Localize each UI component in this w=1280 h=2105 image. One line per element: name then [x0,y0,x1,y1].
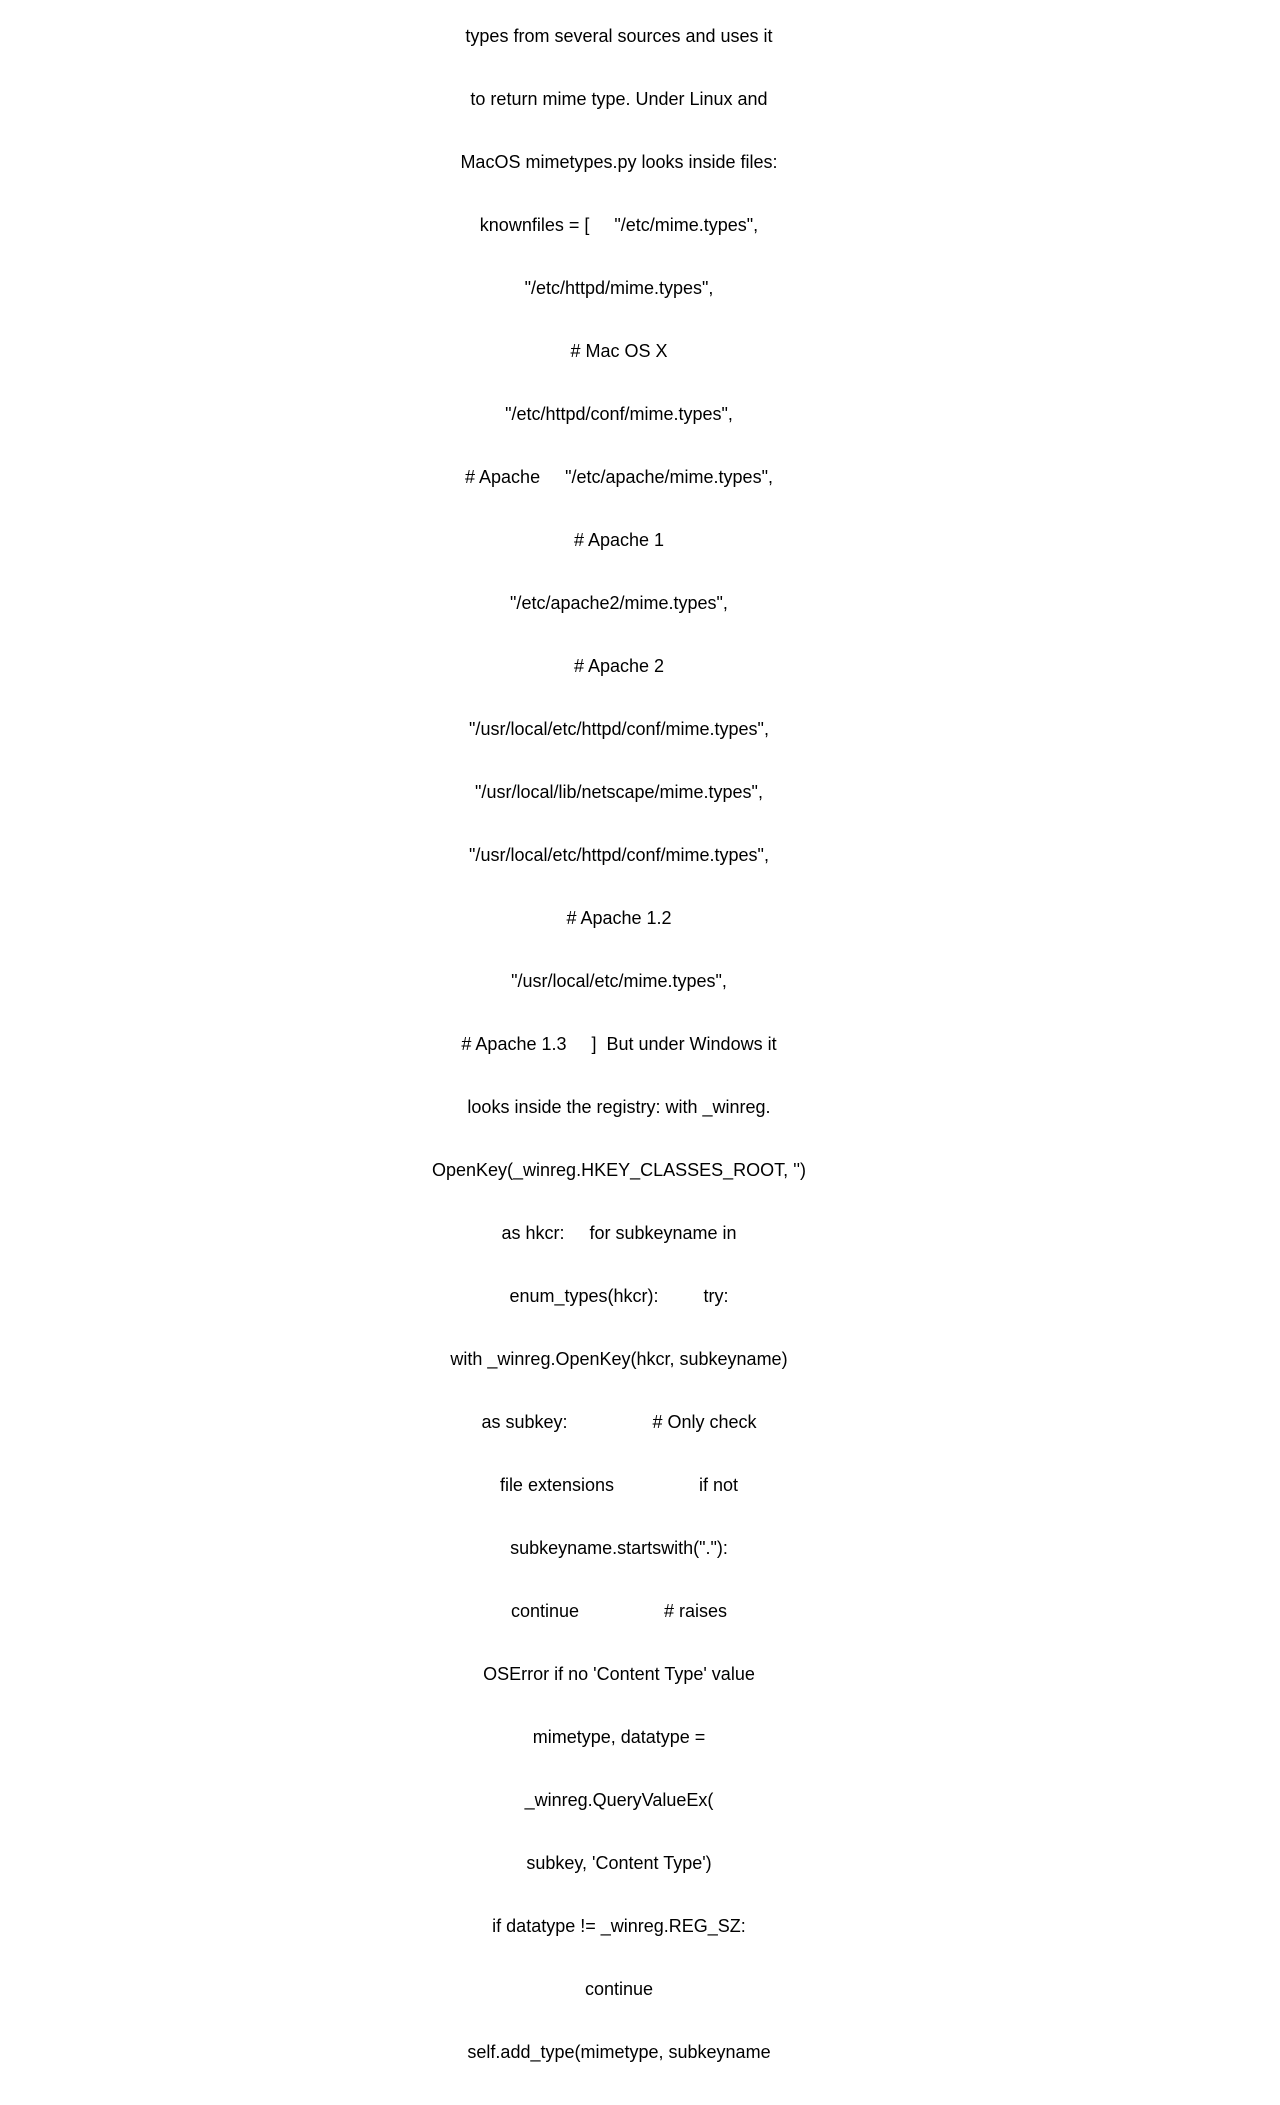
text-line: types from several sources and uses it [465,26,773,46]
text-line: to return mime type. Under Linux and [470,89,768,109]
text-line: # Apache 2 [573,656,665,676]
text-line: knownfiles = [ "/etc/mime.types", [479,215,759,235]
text-line: mimetype, datatype = [532,1727,706,1747]
text-line: "/etc/apache2/mime.types", [510,593,728,613]
text-line: "/usr/local/lib/netscape/mime.types", [475,782,763,802]
text-line: continue [584,1979,654,1999]
text-line: OpenKey(_winreg.HKEY_CLASSES_ROOT, '') [431,1160,807,1180]
text-line: OSError if no 'Content Type' value [483,1664,755,1684]
text-line: file extensions if not [499,1475,739,1495]
text-line: with _winreg.OpenKey(hkcr, subkeyname) [450,1349,788,1369]
text-line: enum_types(hkcr): try: [509,1286,729,1306]
text-line: # Apache 1.2 [566,908,672,928]
text-line: # Apache "/etc/apache/mime.types", [465,467,773,487]
text-line: subkeyname.startswith("."): [510,1538,728,1558]
text-line: _winreg.QueryValueEx( [524,1790,714,1810]
text-line: "/usr/local/etc/httpd/conf/mime.types", [469,845,769,865]
text-line: # Apache 1 [573,530,665,550]
text-line: looks inside the registry: with _winreg. [467,1097,771,1117]
text-line: "/etc/httpd/conf/mime.types", [505,404,733,424]
text-line: "/etc/httpd/mime.types", [524,278,714,298]
text-line: continue # raises [510,1601,728,1621]
text-line: "/usr/local/etc/mime.types", [511,971,727,991]
text-line: MacOS mimetypes.py looks inside files: [460,152,778,172]
text-line: # Apache 1.3 ] But under Windows it [461,1034,777,1054]
text-line: self.add_type(mimetype, subkeyname [467,2042,771,2062]
text-line: as subkey: # Only check [481,1412,757,1432]
text-line: "/usr/local/etc/httpd/conf/mime.types", [469,719,769,739]
text-line: as hkcr: for subkeyname in [501,1223,737,1243]
text-line: if datatype != _winreg.REG_SZ: [492,1916,746,1936]
text-line: subkey, 'Content Type') [526,1853,712,1873]
text-line: # Mac OS X [570,341,668,361]
